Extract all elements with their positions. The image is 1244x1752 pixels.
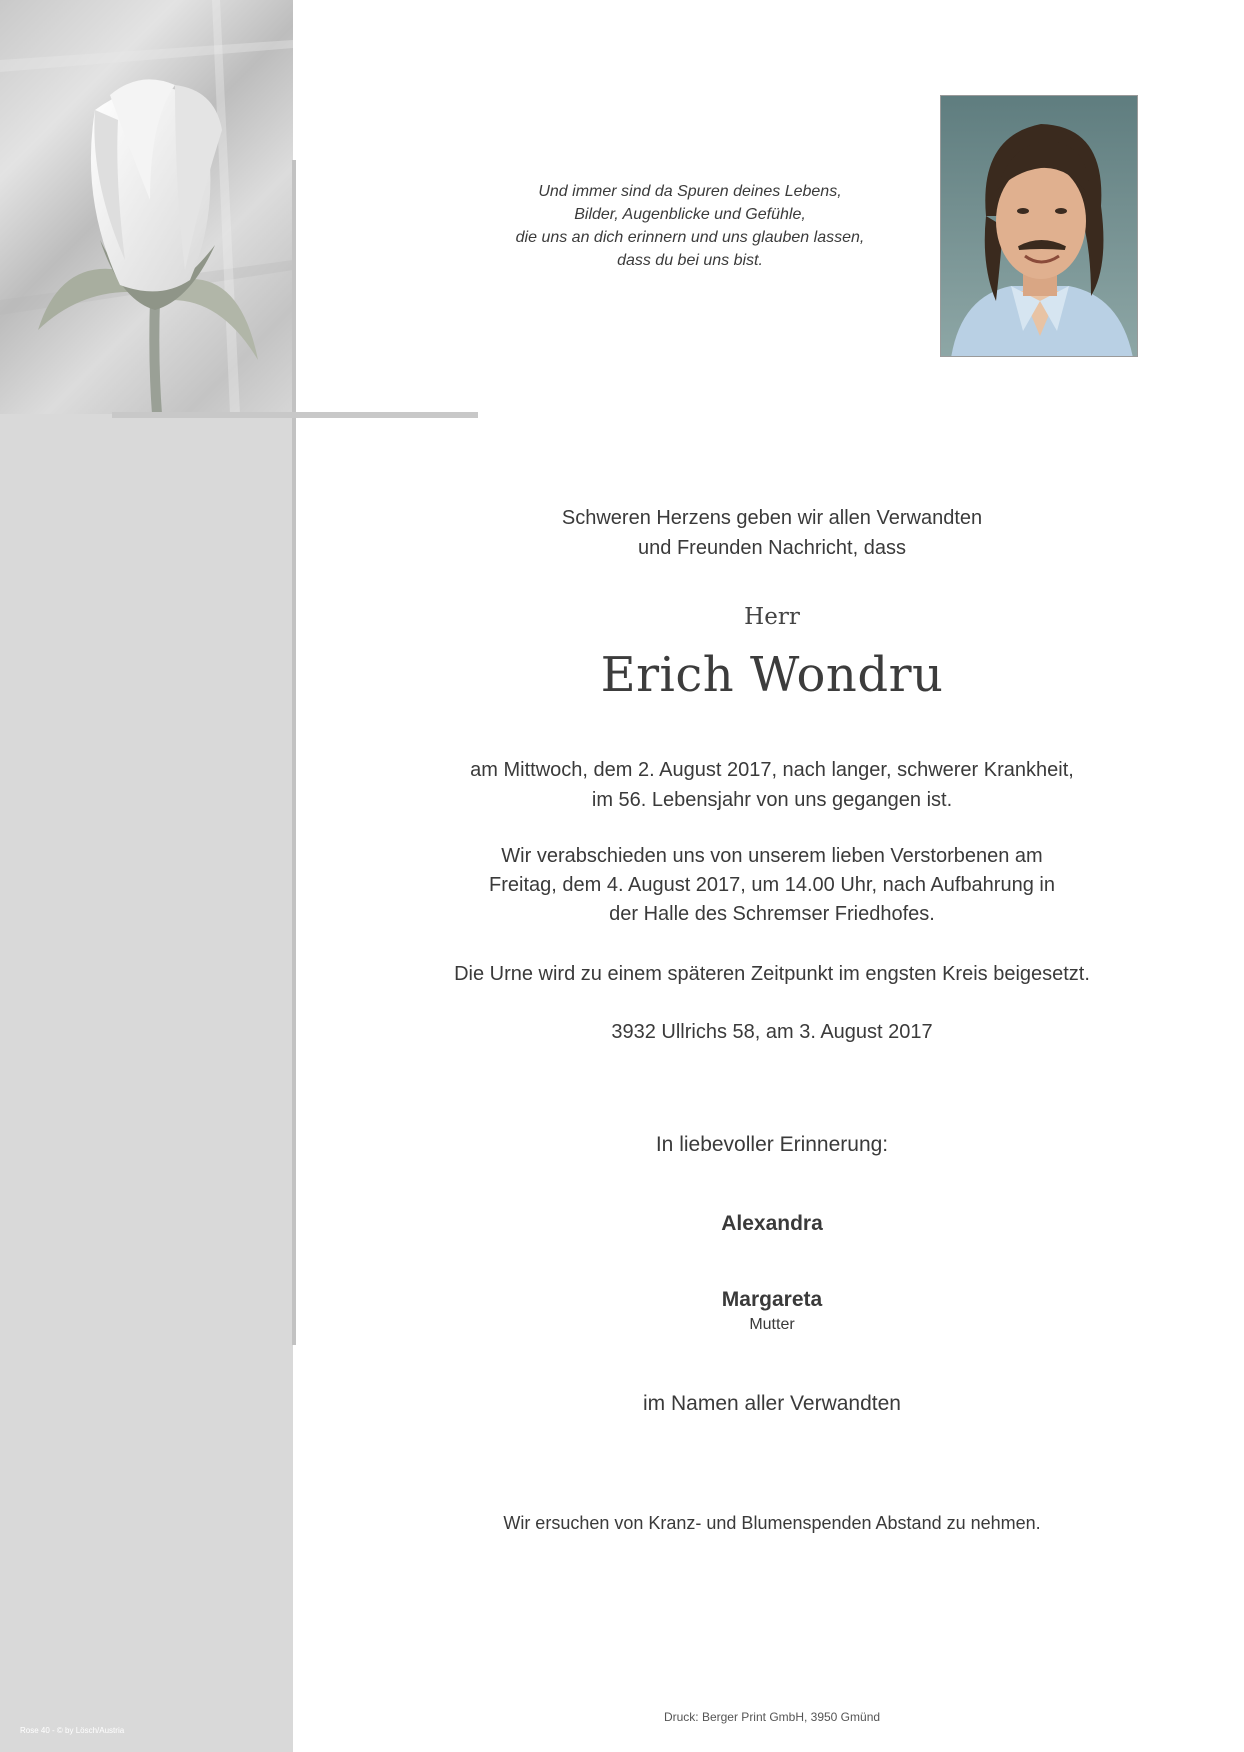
quote-line: die uns an dich erinnern und uns glauben lassen, — [515, 229, 865, 246]
vertical-divider — [292, 160, 296, 1345]
relatives-closing: im Namen aller Verwandten — [643, 1392, 901, 1415]
flower-request: Wir ersuchen von Kranz- und Blumenspenden Abstand zu nehmen. — [503, 1513, 1041, 1533]
portrait-photo — [940, 95, 1138, 357]
death-line: am Mittwoch, dem 2. August 2017, nach langer, schwerer Krankheit, — [470, 759, 1074, 781]
farewell-line: Freitag, dem 4. August 2017, um 14.00 Uhr, nach Aufbahrung in — [489, 874, 1055, 896]
portrait-illustration — [941, 96, 1138, 357]
printer-credit: Druck: Berger Print GmbH, 3950 Gmünd — [663, 1710, 881, 1724]
deceased-name: Erich Wondru — [600, 647, 944, 703]
mourner-relation: Mutter — [749, 1316, 795, 1333]
farewell-line: Wir verabschieden uns von unserem lieben Verstorbenen am — [501, 845, 1043, 867]
quote-line: dass du bei uns bist. — [617, 252, 763, 269]
horizontal-divider — [112, 412, 478, 418]
intro-line: und Freunden Nachricht, dass — [638, 537, 906, 559]
memorial-quote — [510, 180, 870, 272]
rose-image — [0, 0, 293, 414]
image-credit: Rose 40 - © by Lösch/Austria — [20, 1726, 125, 1735]
mourner-name: Margareta — [721, 1288, 823, 1311]
farewell-line: der Halle des Schremser Friedhofes. — [609, 903, 935, 925]
announcement-intro — [300, 503, 1244, 563]
mourner-name: Alexandra — [721, 1212, 823, 1235]
farewell-notice — [300, 842, 1244, 929]
memory-heading: In liebevoller Erinnerung: — [655, 1133, 889, 1156]
intro-line: Schweren Herzens geben wir allen Verwandten — [561, 507, 983, 529]
rose-illustration — [0, 0, 293, 414]
death-notice — [300, 755, 1244, 815]
place-date: 3932 Ullrichs 58, am 3. August 2017 — [611, 1021, 933, 1043]
urn-notice: Die Urne wird zu einem späteren Zeitpunkt im engsten Kreis beigesetzt. — [454, 963, 1090, 985]
quote-line: Und immer sind da Spuren deines Lebens, — [538, 183, 842, 200]
salutation: Herr — [744, 604, 800, 630]
quote-line: Bilder, Augenblicke und Gefühle, — [574, 206, 806, 223]
death-line: im 56. Lebensjahr von uns gegangen ist. — [591, 789, 953, 811]
